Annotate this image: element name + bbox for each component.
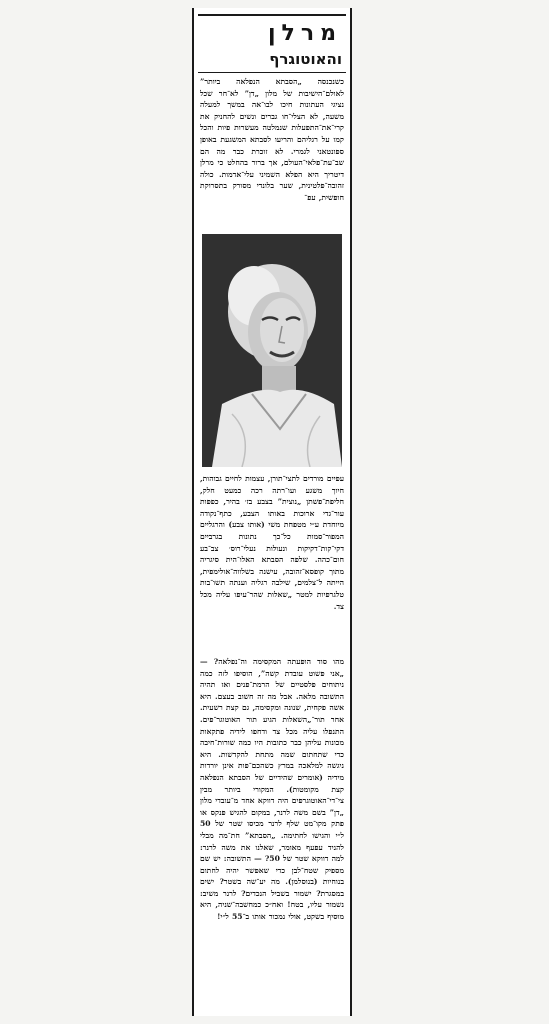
top-rule (198, 14, 346, 16)
portrait-photo (202, 234, 342, 467)
column-text-1 (200, 76, 344, 232)
paragraph-1: כשנכנסה „הסבתא הנפלאה ביותר” לאולם־הישיבות של מלון „דן” לא־חר שכל נציגי העתונות חיכו לבו־אה במשך למעלה משעה, לא הצלי־חו גברים ונשים להחניק את קרי־את־התפעלות שנמלטה מעשרות פיות והכל קמו על רגליהם והריעו לסבתא המשגעת באופן ספונטאני לגמרי. לא זוכרת כבר מה הם שב־עת־פלאי־העולם, אך ברור בהחלט כי מרלן דיטריך היא הפלא השמיני עלי־אדמות. כולה זהובה־פלטינית, שער בלונדי מסורק בתסרוקת חופשית, עפ־ (200, 77, 344, 202)
article-title: מרלן (267, 21, 342, 46)
column-text-3 (200, 656, 344, 1012)
paragraph-2: עפיים מורדים לתצי־תורן, עצמות לחיים גבוהות, חיוך משגע ועו־רתה רכה כמעט חלק, חליפת־פשתן „נוצית” בצבע בז׳ בהיר, כפפות עור־גדי ארוכות באותו הצבע, כתף־נקודה מיוחדת ע״י מטפחת משי (אותו צבע) והרגליים המפור־סמות כל־כך נתונות בגרביים דקי־קות־דקיקות ונעולות נעלי־רוס׳ צב־בע חום־כהה. שלפה הסבתא האלו־הית סיגריה מתוך קופסא־זהובה, עישנה בשלווה־אולימפית, הייתה ל־צלמים, שילבה רגליה וענתה תשו־בות טלגרפיות למטר „שאלות שהר־עיפו עליה מכל צד. (200, 474, 344, 611)
paragraph-3: מהו סוד הופעתה המקסימה וה־נפלאה? — „אני פשוט עובדת קשה”, הוסיפו לזה כמה ניתוחים פלסטיים של הרמת־פנים ואז תהיה התשובה מלאה. אבל מה זה חשוב בעצם. היא אשה פקחית, שנונה ומקסימה, גם קצת רשעית. אחר תור־„השאלות הגיע תור האוטוגר־פים. התנפלו עליה מכל צד ודחפו לידיה פתקאות מכונות עליהן כבר כתובות היו כמה שורות־חיבה כדי שתחתום שמה מתחת להקדשות. היא ניגשה למלאכה במרץ כשהכם־פות אינן יורדות מידיה (אומרים שהידיים של הסבתא הנפלאה קצת מקומטות). המקורי ביותר מבין צי־די־האוטוגרפים היה דווקא אחד מ־עובדי מלון „דן” בשם משה לרנר, במקום להגיש פנקס או פתק מקו־מט שלף לרנר מכיסו שטר של 50 ל״י והגישו לחתימה. „הסבתא” חת־מה מבלי להניד עפעף מאומר, שאלנו את משה לרנר: למה דווקא שטר של 50? — התשובה: יש שם מספיק שטח־לבן כדי שאפשר יהיה לחתום בנוחיות (בנוסלמן). מה יע־שה בשטר? ישים במסגרת? ישמור בשביל הנכדים? לרנר משיב: נשמור עליו, בטח! ואח״כ כמחשבה־שניה, היא מוסיף בשקט, אולי נמכור אותו ב־55 ל״י! (200, 657, 344, 922)
newspaper-clipping (192, 8, 352, 1016)
portrait-image (202, 234, 342, 467)
headline-rule (198, 72, 346, 73)
column-text-2 (200, 473, 344, 653)
article-subtitle: והאוטוגרף (269, 50, 342, 68)
